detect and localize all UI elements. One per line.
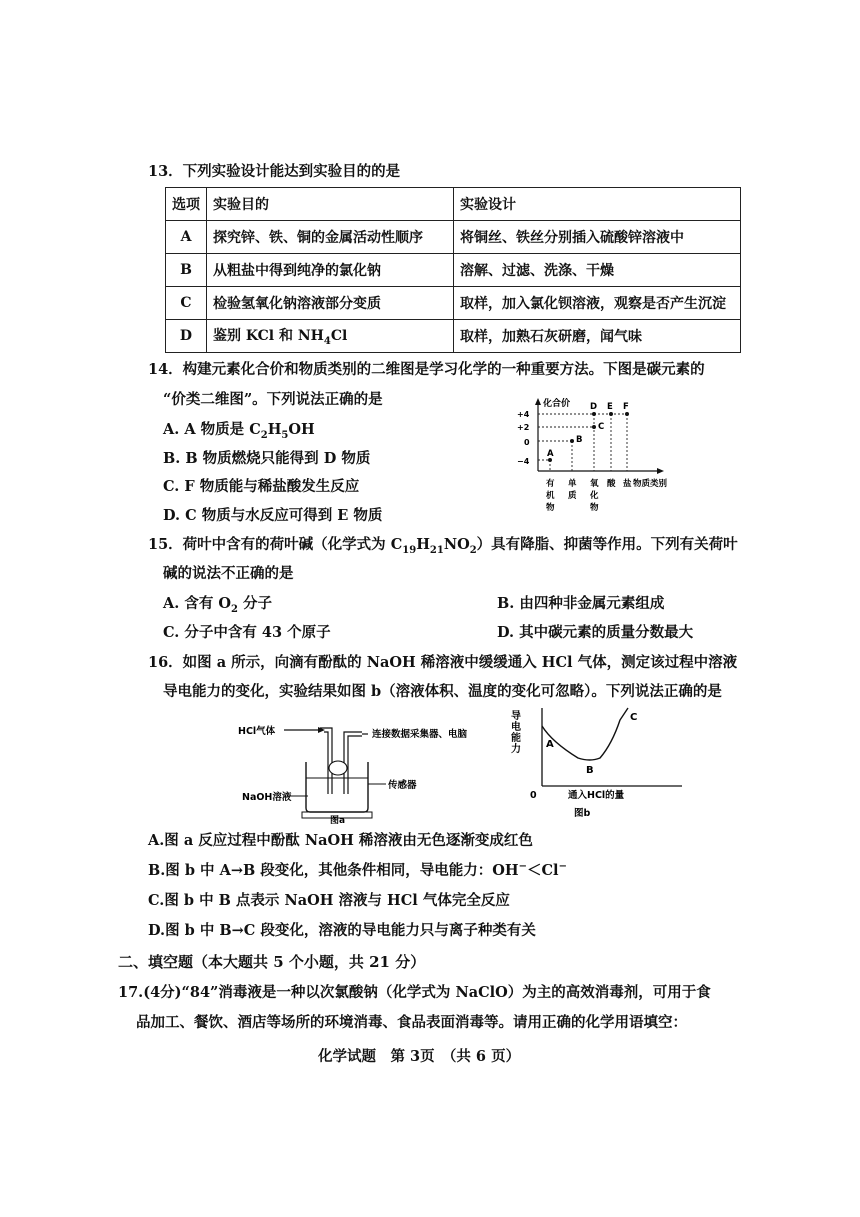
sensor-label: 传感器 [388,780,417,791]
q14-option-c: C. F 物质能与稀盐酸发生反应 [163,478,360,495]
y-tick: −4 [517,457,530,466]
point-f-label: F [623,402,629,412]
guide-lines [538,414,627,471]
row-option: D [166,320,207,353]
row-purpose: 鉴别 KCl 和 $NH_4Cl$ [207,320,454,353]
point-b-label: B [586,765,594,776]
q17-line1: 17.(4分)“84”消毒液是一种以次氯酸钠（化学式为 NaClO）为主的高效消毒剂，可用于食 [118,984,711,1001]
x-tick: 物 [546,503,555,513]
q14-option-b: B. B 物质燃烧只能得到 D 物质 [163,450,371,467]
figure-a-apparatus [236,712,516,824]
figure-b-conductivity-chart [508,700,712,825]
figure-a-caption: 图a [330,816,346,826]
table-row [166,254,741,287]
page-footer: 化学试题 第 3页 （共 6 页） [318,1048,521,1065]
row-design: 溶解、过滤、洗涤、干燥 [454,254,741,287]
q16-option-b: B.图 b 中 A→B 段变化，其他条件相同，导电能力：OH−＜Cl− [148,861,567,879]
point-d [592,412,596,416]
q15-option-b: B. 由四种非金属元素组成 [497,595,665,612]
row-design: 取样，加熟石灰研磨，闻气味 [454,320,741,353]
x-tick: 质 [568,491,577,501]
point-c-label: C [630,712,638,723]
point-b-label: B [576,435,583,445]
q15-stem-line1: 15．荷叶中含有的荷叶碱（化学式为 $C_{19}H_{21}NO_2$）具有降脂、抑菌等作用。下列有关荷叶 [148,536,738,556]
row-option: C [166,287,207,320]
row-purpose: 从粗盐中得到纯净的氯化钠 [207,254,454,287]
y-tick: +4 [517,410,530,419]
q15-option-c: C. 分子中含有 43 个原子 [163,624,331,641]
point-e [609,412,613,416]
valence-category-chart [510,395,690,523]
y-axis-label: 导电能力 [508,710,520,754]
y-axis-label: 化合价 [543,399,571,409]
x-tick: 机 [546,491,555,501]
header-design: 实验设计 [454,188,741,221]
gas-label: HCl气体 [238,726,276,737]
y-axis-arrow [535,398,541,405]
table-row [166,188,741,221]
row-option: A [166,221,207,254]
table-row [166,320,741,353]
point-d-label: D [590,402,598,412]
x-axis-label: 通入HCl的量 [568,790,625,801]
x-tick: 酸 [607,479,616,489]
q13-table [165,187,741,353]
row-design: 取样，加入氯化钡溶液，观察是否产生沉淀 [454,287,741,320]
q14-option-d: D. C 物质与水反应可得到 E 物质 [163,507,383,524]
conductivity-curve [542,708,628,760]
x-tick: 盐 [623,479,632,489]
header-purpose: 实验目的 [207,188,454,221]
x-tick: 物 [590,503,599,513]
connect-label: 连接数据采集器、电脑 [372,729,468,740]
point-b [570,439,574,443]
q16-stem-line1: 16．如图 a 所示，向滴有酚酞的 NaOH 稀溶液中缓缓通入 HCl 气体，测定该过程中溶液 [148,654,738,671]
q16-option-d: D.图 b 中 B→C 段变化，溶液的导电能力只与离子种类有关 [148,922,536,939]
section-heading: 二、填空题（本大题共 5 个小题，共 21 分） [118,953,426,971]
q14-stem-line1: 14．构建元素化合价和物质类别的二维图是学习化学的一种重要方法。下图是碳元素的 [148,361,705,378]
header-option: 选项 [166,188,207,221]
x-tick: 氧 [590,479,599,489]
point-c-label: C [598,422,605,432]
q16-option-a: A.图 a 反应过程中酚酞 NaOH 稀溶液由无色逐渐变成红色 [148,832,533,849]
inlet-tube [320,728,332,794]
row-design: 将铜丝、铁丝分别插入硫酸锌溶液中 [454,221,741,254]
origin-label: 0 [530,790,537,801]
point-e-label: E [607,402,613,412]
x-axis-arrow [657,468,664,474]
solution-label: NaOH溶液 [242,792,292,803]
x-tick: 有 [546,479,555,489]
table-row [166,287,741,320]
y-tick: +2 [517,423,530,432]
y-tick: 0 [524,438,530,447]
q17-line2: 品加工、餐饮、酒店等场所的环境消毒、食品表面消毒等。请用正确的化学用语填空： [136,1014,687,1031]
x-tick: 单 [568,479,577,489]
point-a-label: A [546,739,554,750]
q16-stem-line2: 导电能力的变化，实验结果如图 b（溶液体积、温度的变化可忽略）。下列说法正确的是 [163,683,722,700]
point-f [625,412,629,416]
q15-option-a: A. 含有 $O_2$ 分子 [163,595,273,615]
row-purpose: 检验氢氧化钠溶液部分变质 [207,287,454,320]
q16-option-c: C.图 b 中 B 点表示 NaOH 溶液与 HCl 气体完全反应 [148,892,510,909]
table-row [166,221,741,254]
q14-option-a: A. A 物质是 $C_2H_5OH$ [163,421,315,441]
x-axis-label: 物质类别 [633,479,668,489]
row-option: B [166,254,207,287]
row-purpose: 探究锌、铁、铜的金属活动性顺序 [207,221,454,254]
figure-b-caption: 图b [574,808,591,819]
sensor-tube [344,732,362,794]
q15-stem-line2: 碱的说法不正确的是 [163,565,294,582]
bulb [329,761,347,775]
point-a-label: A [547,449,554,459]
q13-stem: 13．下列实验设计能达到实验目的的是 [148,163,401,180]
x-tick: 化 [590,491,599,501]
q15-option-d: D. 其中碳元素的质量分数最大 [497,624,694,641]
point-c [592,425,596,429]
q14-stem-line2: “价类二维图”。下列说法正确的是 [163,391,383,408]
